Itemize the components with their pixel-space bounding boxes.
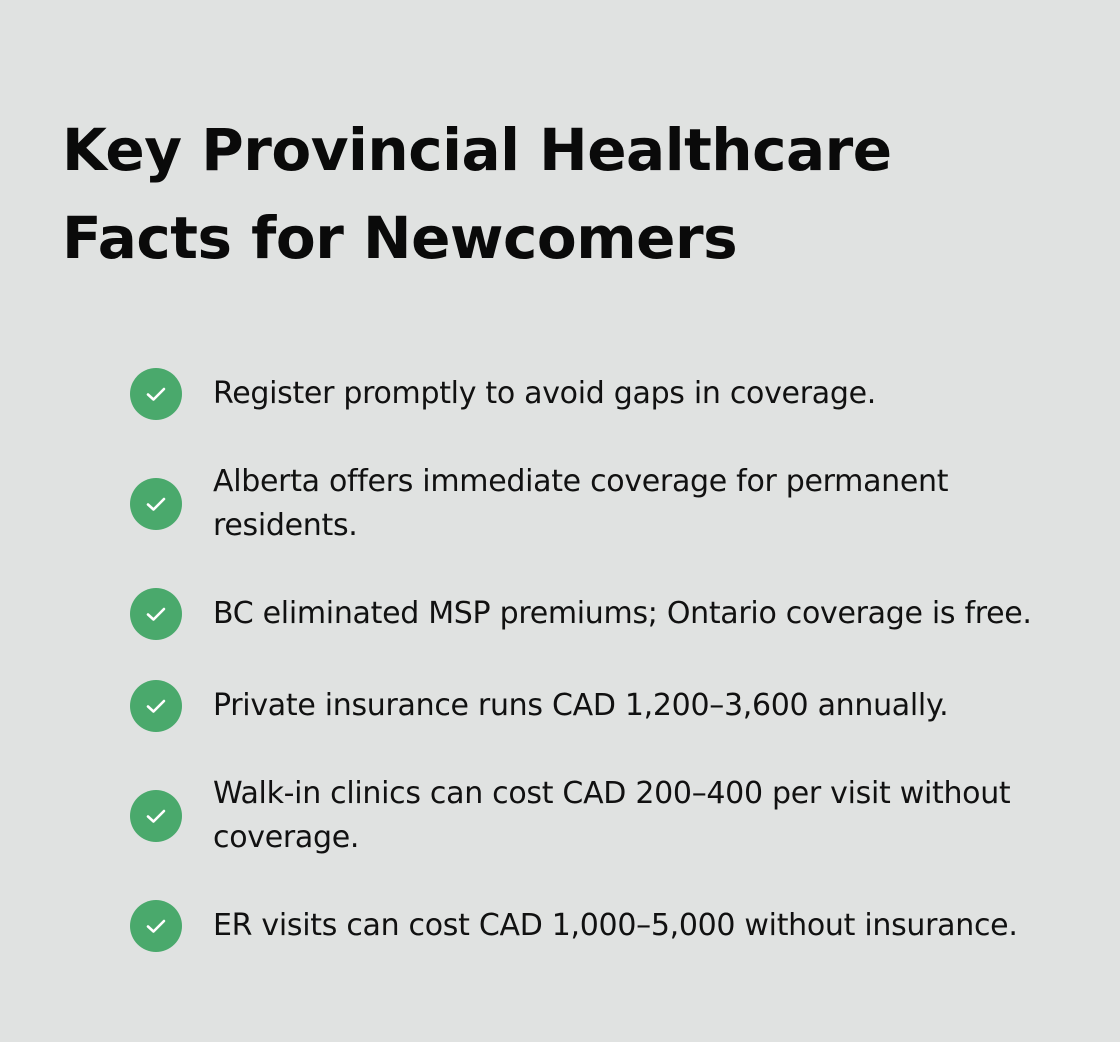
page-title-line-2: Facts for Newcomers	[62, 204, 738, 272]
fact-text: Walk-in clinics can cost CAD 200–400 per visit without coverage.	[213, 776, 1011, 855]
check-icon	[130, 790, 182, 842]
fact-text: Alberta offers immediate coverage for permanent residents.	[213, 464, 949, 543]
fact-item-walk-in-clinics	[130, 772, 1070, 860]
check-icon	[130, 900, 182, 952]
check-icon	[130, 368, 182, 420]
fact-text: BC eliminated MSP premiums; Ontario coverage is free.	[213, 596, 1032, 631]
page-title	[62, 106, 962, 282]
fact-item-bc-ontario	[130, 588, 1070, 640]
fact-item-alberta	[130, 460, 1070, 548]
check-icon	[130, 680, 182, 732]
fact-item-private-insurance	[130, 680, 1070, 732]
fact-item-register	[130, 368, 1070, 420]
fact-item-er-visits	[130, 900, 1070, 952]
fact-text: ER visits can cost CAD 1,000–5,000 without insurance.	[213, 908, 1018, 943]
fact-text: Register promptly to avoid gaps in coverage.	[213, 376, 876, 411]
check-icon	[130, 588, 182, 640]
fact-text: Private insurance runs CAD 1,200–3,600 annually.	[213, 688, 949, 723]
page-title-line-1: Key Provincial Healthcare	[62, 116, 892, 184]
check-icon	[130, 478, 182, 530]
